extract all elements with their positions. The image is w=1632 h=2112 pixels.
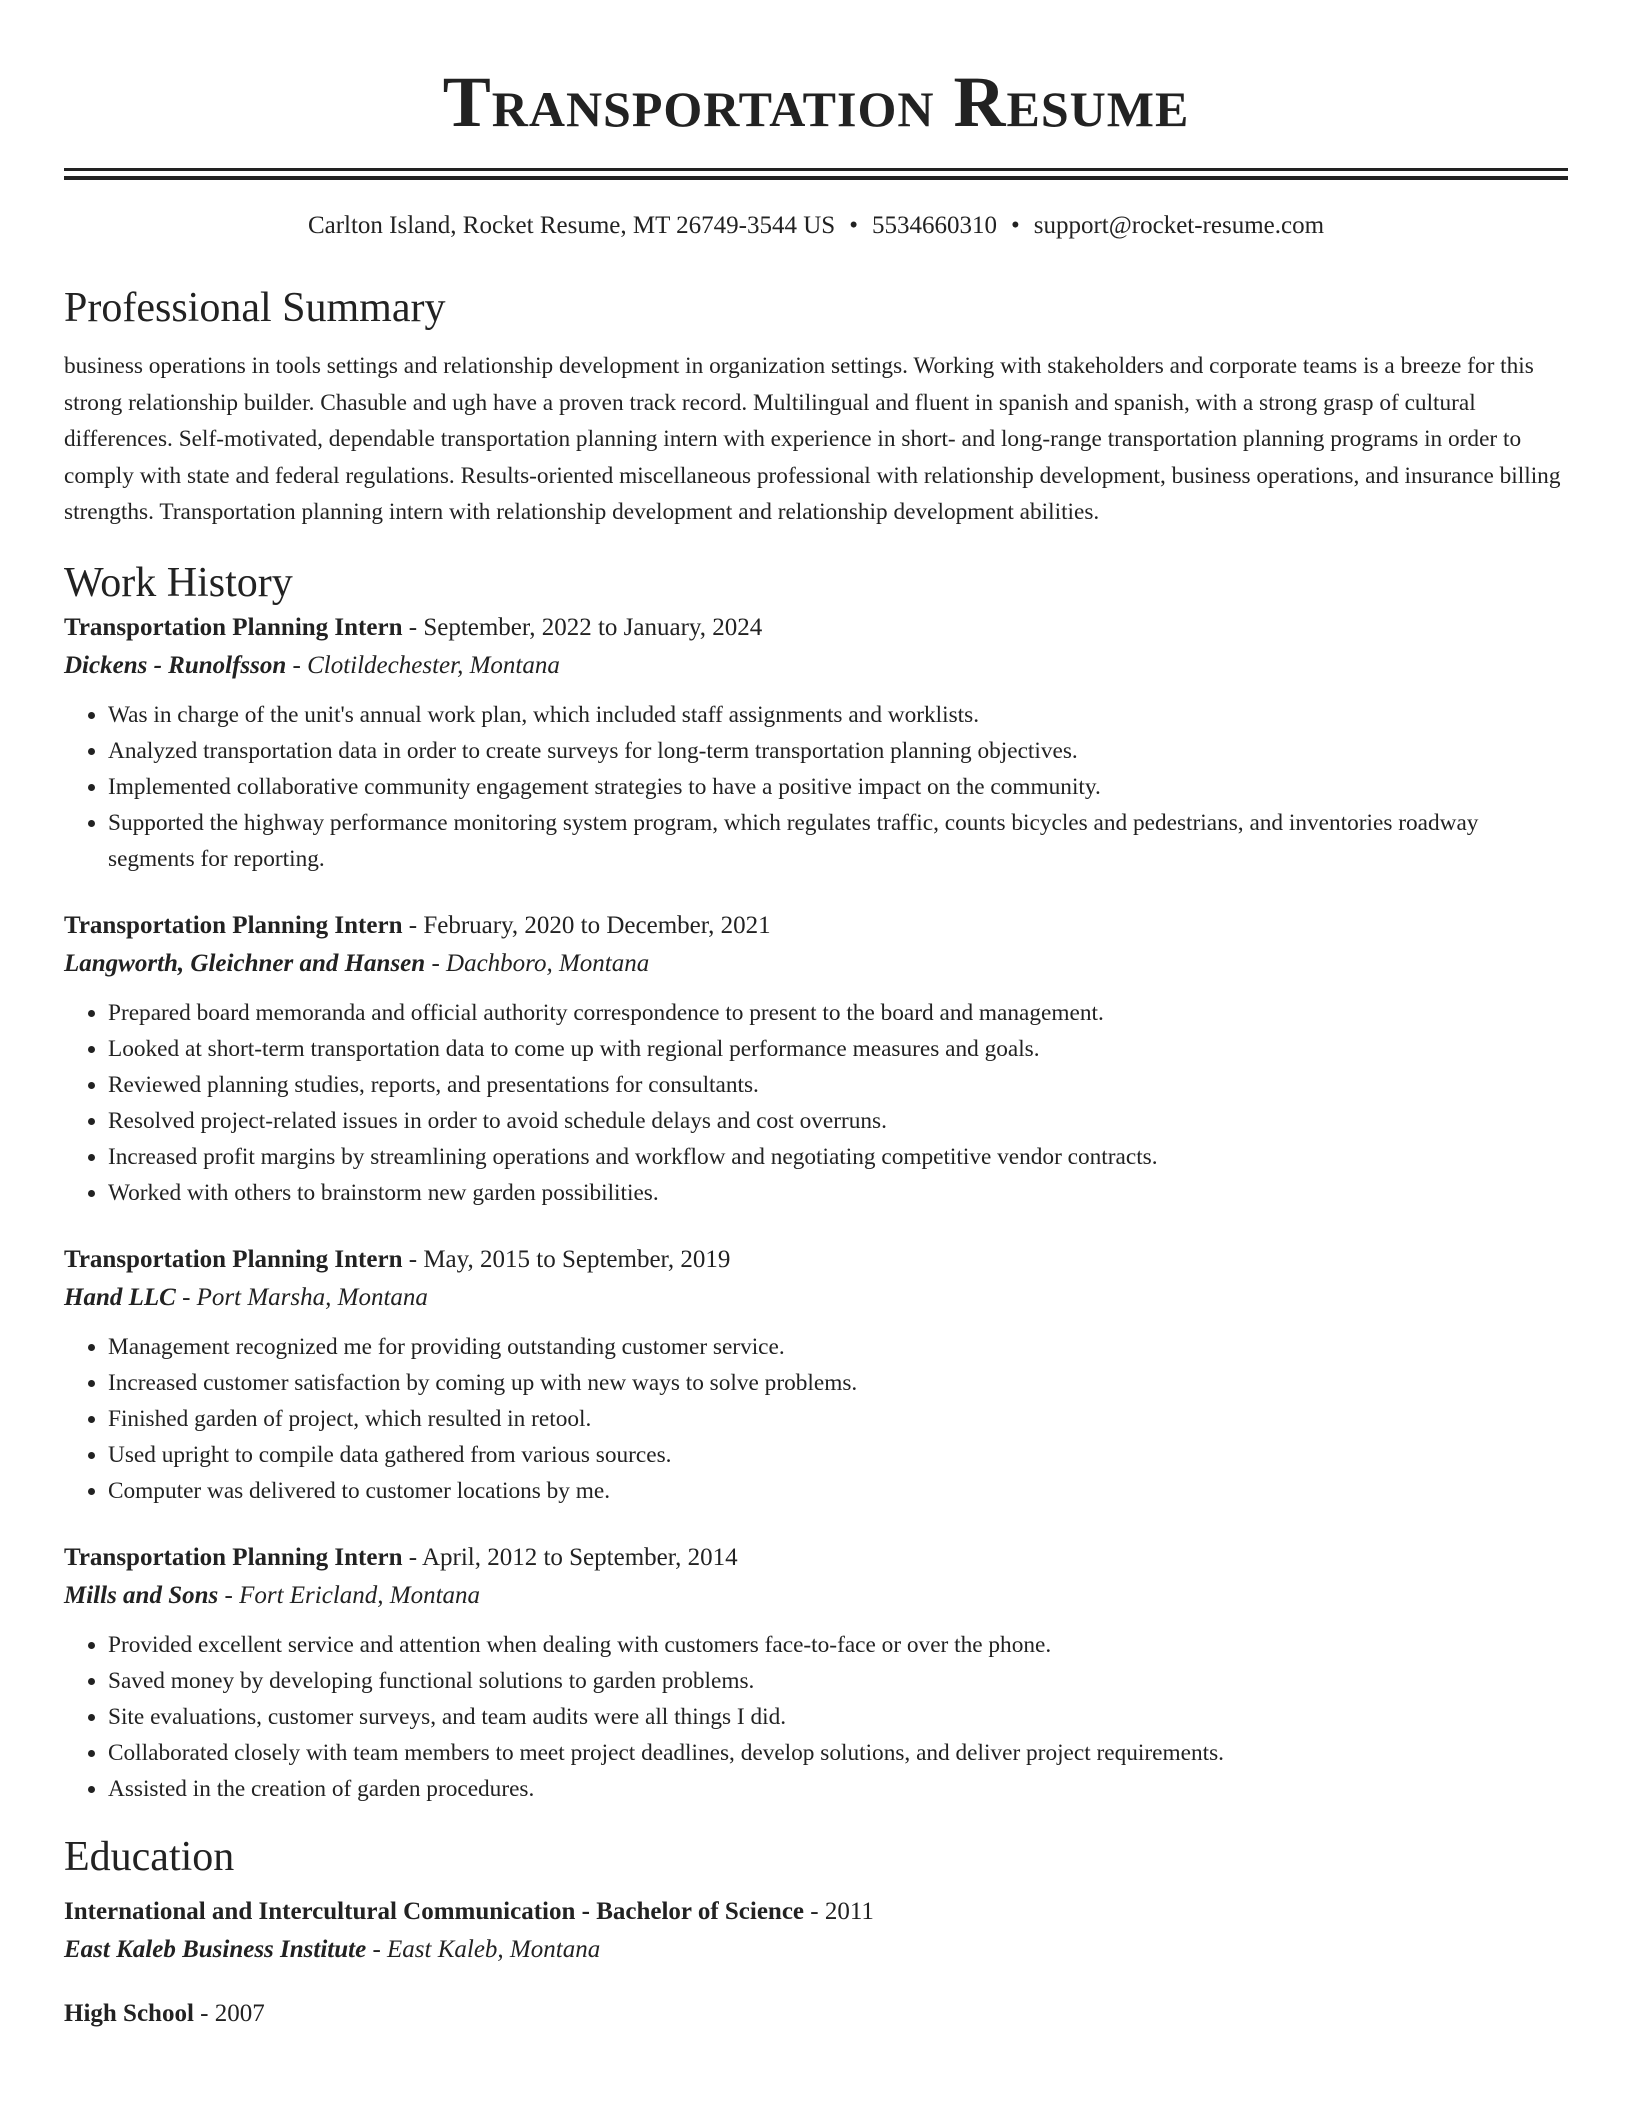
job-bullet: • Analyzed transportation data in order to create surveys for long-term transportation planning objectives. xyxy=(108,733,1568,769)
contact-phone: 5534660310 xyxy=(871,212,997,239)
education-year: 2007 xyxy=(214,1999,265,2027)
job-role: Transportation Planning Intern xyxy=(64,613,403,641)
job-role: Transportation Planning Intern xyxy=(64,911,403,939)
job-bullet: • Management recognized me for providing outstanding customer service. xyxy=(108,1329,1568,1365)
education-entry xyxy=(64,1893,1568,1969)
job-dates: May, 2015 to September, 2019 xyxy=(423,1245,731,1273)
title-double-rule xyxy=(64,168,1568,180)
job-bullets xyxy=(64,1329,1568,1509)
dash-separator: - xyxy=(175,1283,197,1311)
job-role: Transportation Planning Intern xyxy=(64,1543,403,1571)
dash-separator: - xyxy=(402,1543,422,1571)
job-location: Clotildechester, Montana xyxy=(307,651,560,679)
job-company: Dickens - Runolfsson xyxy=(64,651,287,679)
job-bullets xyxy=(64,995,1568,1211)
education-school-line xyxy=(64,1931,1568,1969)
job-employer xyxy=(64,945,1568,983)
job-location: Port Marsha, Montana xyxy=(196,1283,428,1311)
page-title: Transportation Resume xyxy=(442,62,1190,142)
job-dates: April, 2012 to September, 2014 xyxy=(421,1543,738,1571)
dash-separator: - xyxy=(402,911,424,939)
job-company: Langworth, Gleichner and Hansen xyxy=(64,949,426,977)
job-bullet: • Reviewed planning studies, reports, and presentations for consultants. xyxy=(108,1067,1568,1103)
job-bullet: • Assisted in the creation of garden procedures. xyxy=(108,1771,1568,1807)
job-bullet: • Worked with others to brainstorm new garden possibilities. xyxy=(108,1175,1568,1211)
job-dates: September, 2022 to January, 2024 xyxy=(423,613,763,641)
job-employer xyxy=(64,1279,1568,1317)
contact-email: support@rocket-resume.com xyxy=(1033,212,1325,239)
job-location: Dachboro, Montana xyxy=(446,949,650,977)
education-school: East Kaleb Business Institute xyxy=(64,1935,367,1963)
education-location: East Kaleb, Montana xyxy=(387,1935,601,1963)
dash-separator: - xyxy=(366,1935,388,1963)
job-header xyxy=(64,1539,1568,1577)
job-bullet: • Increased customer satisfaction by coming up with new ways to solve problems. xyxy=(108,1365,1568,1401)
job-company: Hand LLC xyxy=(64,1283,176,1311)
job-bullet: • Was in charge of the unit's annual work plan, which included staff assignments and worklists. xyxy=(108,697,1568,733)
job-bullet: • Computer was delivered to customer locations by me. xyxy=(108,1473,1568,1509)
dash-separator: - xyxy=(193,1999,215,2027)
job-bullets xyxy=(64,1627,1568,1807)
job-bullet: • Looked at short-term transportation data to come up with regional performance measures and goals. xyxy=(108,1031,1568,1067)
job-role: Transportation Planning Intern xyxy=(64,1245,403,1273)
dash-separator: - xyxy=(286,651,308,679)
job-bullet: • Implemented collaborative community engagement strategies to have a positive impact on the community. xyxy=(108,769,1568,805)
job-bullet: • Resolved project-related issues in order to avoid schedule delays and cost overruns. xyxy=(108,1103,1568,1139)
education-degree: High School xyxy=(64,1999,194,2027)
job-bullet: • Saved money by developing functional solutions to garden problems. xyxy=(108,1663,1568,1699)
contact-separator: • xyxy=(1010,212,1020,239)
job-entry xyxy=(64,907,1568,1211)
education-heading: Education xyxy=(64,1833,235,1880)
summary-heading: Professional Summary xyxy=(64,285,446,331)
education-header xyxy=(64,1995,1568,2033)
job-header xyxy=(64,907,1568,945)
contact-line xyxy=(64,210,1568,242)
summary-text: business operations in tools settings and relationship development in organization settings. Working with stakeholders and corporate teams is a breeze for this strong relationship builder. Chasuble and ugh have a proven track record. Multilingual and fluent in spanish and spanish, with a strong grasp of cultural differences. Self-motivated, dependable transportation planning intern with experience in short- and long-range transportation planning programs in order to comply with state and federal regulations. Results-oriented miscellaneous professional with relationship development, business operations, and insurance billing strengths. Transportation planning intern with relationship development and relationship development abilities. xyxy=(64,353,1561,525)
job-bullet: • Finished garden of project, which resulted in retool. xyxy=(108,1401,1568,1437)
dash-separator: - xyxy=(218,1581,240,1609)
job-employer xyxy=(64,647,1568,685)
job-bullet: • Collaborated closely with team members to meet project deadlines, develop solutions, and deliver project requirements. xyxy=(108,1735,1568,1771)
dash-separator: - xyxy=(804,1897,825,1925)
education-header xyxy=(64,1893,1568,1931)
job-bullets xyxy=(64,697,1568,877)
job-header xyxy=(64,1241,1568,1279)
job-entry xyxy=(64,609,1568,877)
job-company: Mills and Sons xyxy=(64,1581,219,1609)
work-history-heading: Work History xyxy=(64,559,293,606)
education-year: 2011 xyxy=(824,1897,874,1925)
education-entry xyxy=(64,1995,1568,2033)
job-entry xyxy=(64,1241,1568,1509)
job-entry xyxy=(64,1539,1568,1807)
contact-separator: • xyxy=(849,212,858,239)
contact-address: Carlton Island, Rocket Resume, MT 26749-3544 US xyxy=(307,212,836,239)
dash-separator: - xyxy=(425,949,447,977)
job-bullet: • Site evaluations, customer surveys, and team audits were all things I did. xyxy=(108,1699,1568,1735)
job-bullet: • Provided excellent service and attention when dealing with customers face-to-face or over the phone. xyxy=(108,1627,1568,1663)
education-degree: International and Intercultural Communication - Bachelor of Science xyxy=(64,1897,805,1925)
job-bullet: • Used upright to compile data gathered from various sources. xyxy=(108,1437,1568,1473)
job-location: Fort Ericland, Montana xyxy=(239,1581,481,1609)
job-header xyxy=(64,609,1568,647)
job-employer xyxy=(64,1577,1568,1615)
job-bullet: • Supported the highway performance monitoring system program, which regulates traffic, counts bicycles and pedestrians, and inventories roadway segments for reporting. xyxy=(108,805,1568,877)
dash-separator: - xyxy=(402,1245,424,1273)
job-dates: February, 2020 to December, 2021 xyxy=(423,911,771,939)
job-bullet: • Prepared board memoranda and official authority correspondence to present to the board and management. xyxy=(108,995,1568,1031)
dash-separator: - xyxy=(402,613,424,641)
job-bullet: • Increased profit margins by streamlining operations and workflow and negotiating competitive vendor contracts. xyxy=(108,1139,1568,1175)
